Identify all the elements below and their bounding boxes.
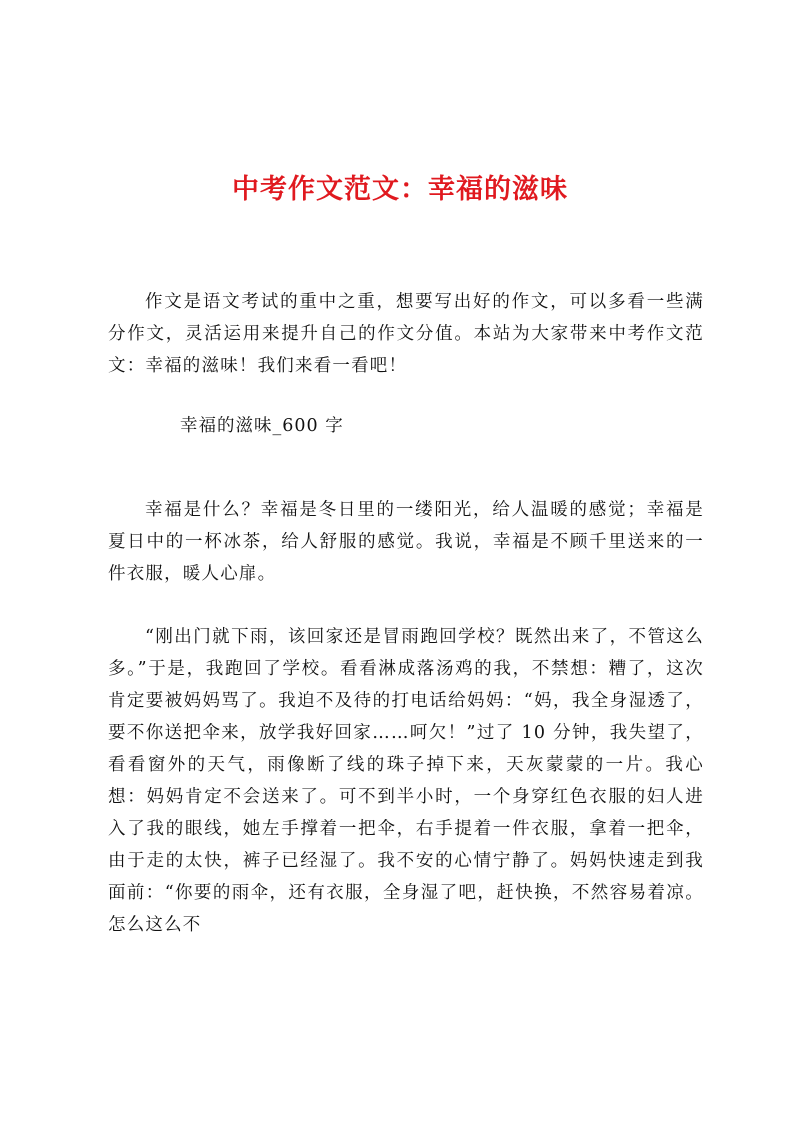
essay-paragraph: 幸福是什么？幸福是冬日里的一缕阳光，给人温暖的感觉；幸福是夏日中的一杯冰茶，给人舒服的感觉。我说，幸福是不顾千里送来的一件衣服，暖人心扉。	[108, 500, 704, 584]
intro-paragraph: 作文是语文考试的重中之重，想要写出好的作文，可以多看一些满分作文，灵活运用来提升自己的作文分值。本站为大家带来中考作文范文：幸福的滋味！我们来看一看吧！	[108, 292, 704, 376]
document-title: 中考作文范文：幸福的滋味	[232, 174, 568, 205]
essay-paragraph: “刚出门就下雨，该回家还是冒雨跑回学校？既然出来了，不管这么多。”于是，我跑回了学校。看看淋成落汤鸡的我，不禁想：糟了，这次肯定要被妈妈骂了。我迫不及待的打电话给妈妈：“妈，我全身湿透了，要不你送把伞来，放学我好回家……呵欠！”过了 10 分钟，我失望了，看看窗外的天气，雨像断了线的珠子掉下来，天灰蒙蒙的一片。我心想：妈妈肯定不会送来了。可不到半小时，一个身穿红色衣服的妇人进入了我的眼线，她左手撑着一把伞，右手提着一件衣服，拿着一把伞，由于走的太快，裤子已经湿了。我不安的心情宁静了。妈妈快速走到我面前：“你要的雨伞，还有衣服，全身湿了吧，赶快换，不然容易着凉。怎么这么不	[108, 627, 704, 935]
essay-subheading: 幸福的滋味_600 字	[180, 416, 344, 436]
